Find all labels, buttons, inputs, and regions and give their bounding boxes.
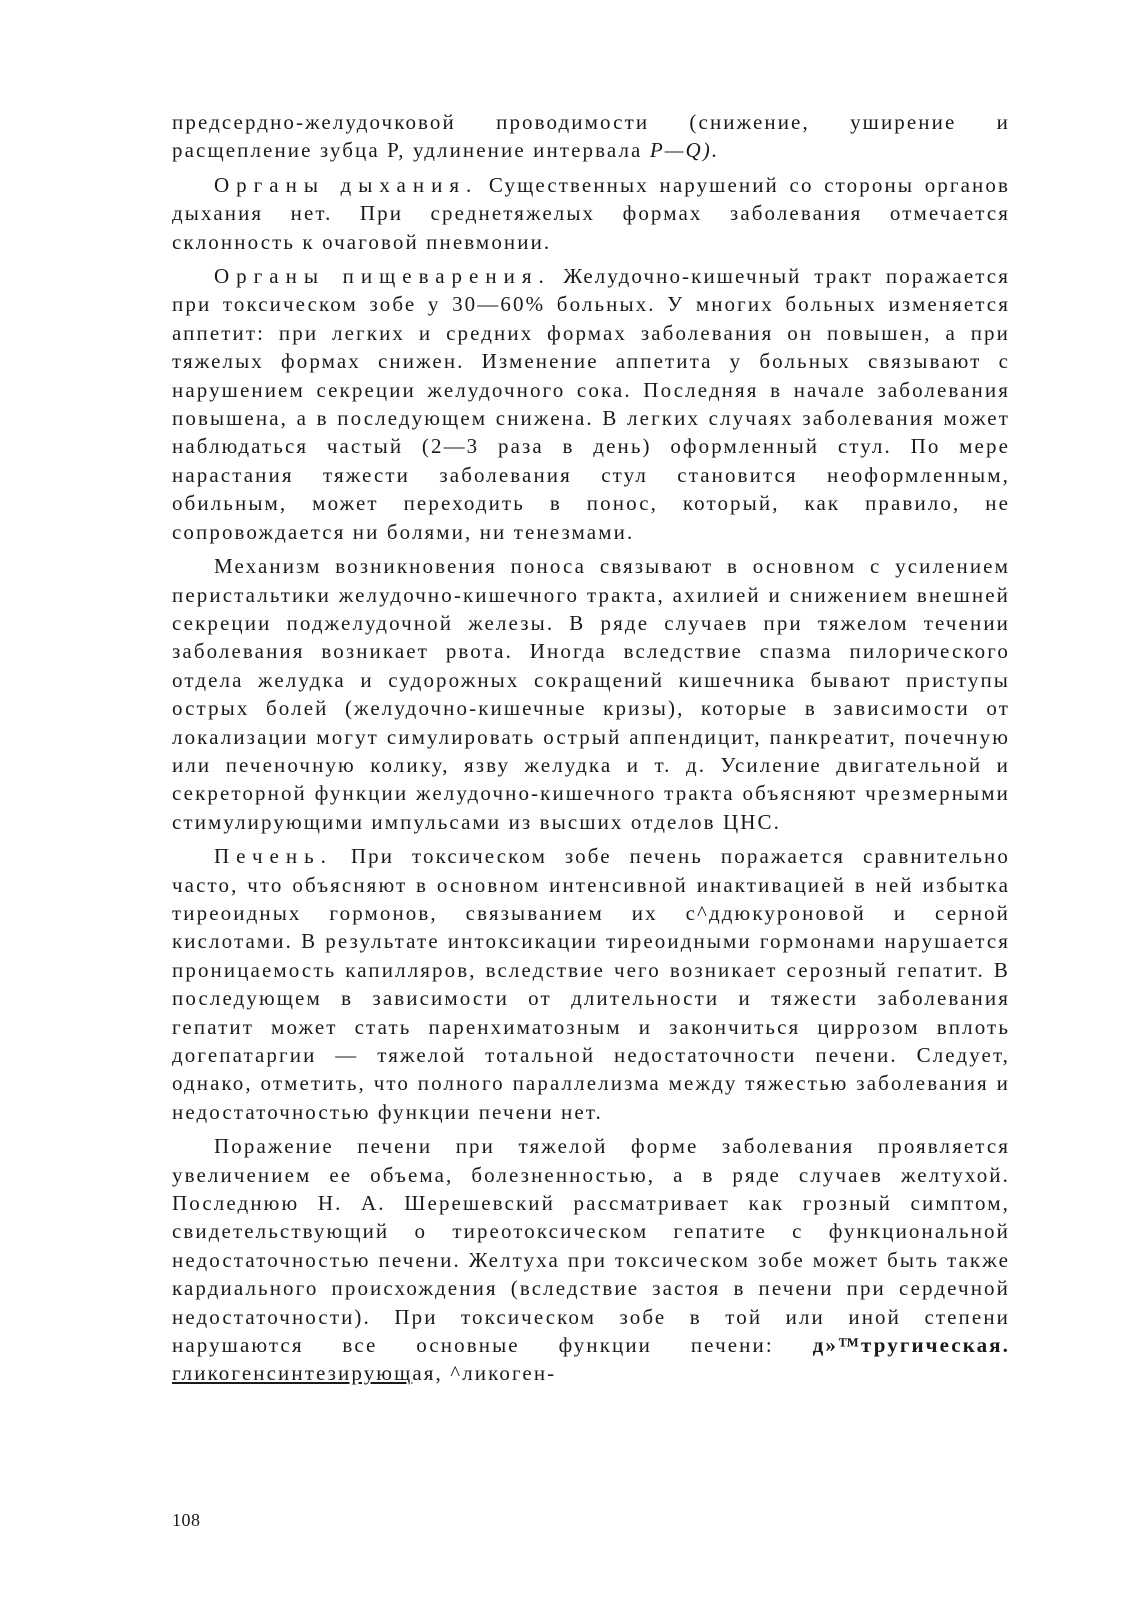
section-heading-respiratory: Органы дыхания. <box>214 172 479 197</box>
paragraph-liver-damage-text: Поражение печени при тяжелой форме заболевания проявляется увеличением ее объема, болезненностью, а в ряде случаев желтухой. Последнюю Н. А. Шерешевский рассматривает как грозный симптом, свидетельствующий о тиреотоксическом гепатите с функциональной недостаточностью печени. Желтуха при токсическом зобе может быть также кардиального происхождения (вследствие застоя в печени при сердечной недостаточности). При токсическом зобе в той или иной степени нарушаются все основные функции печени: <box>172 1134 1010 1358</box>
paragraph-respiratory-text: Существенных нарушений со стороны органов дыхания нет. При среднетяжелых формах заболевания отмечается склонность к очаговой пневмонии. <box>172 172 1010 254</box>
paragraph-liver-damage-tail: ая, ^ликоген- <box>412 1361 557 1386</box>
paragraph-liver-damage <box>172 1132 1010 1388</box>
paragraph-1-text: предсердно-желудочковой проводимости (снижение, уширение и расщепление зубца Р, удлинение интервала <box>172 110 1010 163</box>
paragraph-digestive <box>172 262 1010 546</box>
paragraph-1 <box>172 108 1010 165</box>
page-body <box>172 108 1010 1394</box>
paragraph-diarrhea-mechanism <box>172 552 1010 836</box>
paragraph-liver-text: При токсическом зобе печень поражается сравнительно часто, что объясняют в основном интенсивной инактивацией в ней избытка тиреоидных гормонов, связыванием их с^ддюкуроновой и серной кислотами. В результате интоксикации тиреоидными гормонами нарушается проницаемость капилляров, вследствие чего возникает серозный гепатит. В последующем в зависимости от длительности и тяжести заболевания гепатит может стать паренхиматозным и закончиться циррозом вплоть догепатаргии — тяжелой тотальной недостаточности печени. Следует, однако, отметить, что полного параллелизма между тяжестью заболевания и недостаточностью функции печени нет. <box>172 844 1010 1124</box>
interval-label: Р—Q). <box>649 138 720 163</box>
paragraph-respiratory <box>172 171 1010 256</box>
garbled-bold-word: д»™тругическая. <box>812 1333 1010 1358</box>
underlined-word: гликогенсинтезирующ <box>172 1361 413 1386</box>
paragraph-digestive-text: Желудочно-кишечный тракт поражается при токсическом зобе у 30—60% больных. У многих больных изменяется аппетит: при легких и средних формах заболевания он повышен, а при тяжелых формах снижен. Изменение аппетита у больных связывают с нарушением секреции желудочного сока. Последняя в начале заболевания повышена, а в последующем снижена. В легких случаях заболевания может наблюдаться частый (2—3 раза в день) оформленный стул. По мере нарастания тяжести заболевания стул становится неоформленным, обильным, может переходить в понос, который, как правило, не сопровождается ни болями, ни тенезмами. <box>172 264 1010 544</box>
paragraph-liver <box>172 842 1010 1126</box>
page-number: 108 <box>172 1510 201 1530</box>
section-heading-digestive: Органы пищеварения. <box>214 264 551 289</box>
paragraph-diarrhea-mechanism-text: Механизм возникновения поноса связывают в основном с усилением перистальтики желудочно-кишечного тракта, ахилией и снижением внешней секреции поджелудочной железы. В ряде случаев при тяжелом течении заболевания возникает рвота. Иногда вследствие спазма пилорического отдела желудка и судорожных сокращений кишечника бывают приступы острых болей (желудочно-кишечные кризы), которые в зависимости от локализации могут симулировать острый аппендицит, панкреатит, почечную или печеночную колику, язву желудка и т. д. Усиление двигательной и секреторной функции желудочно-кишечного тракта объясняют чрезмерными стимулирующими импульсами из высших отделов ЦНС. <box>172 554 1010 834</box>
section-heading-liver: Печень. <box>214 844 333 869</box>
